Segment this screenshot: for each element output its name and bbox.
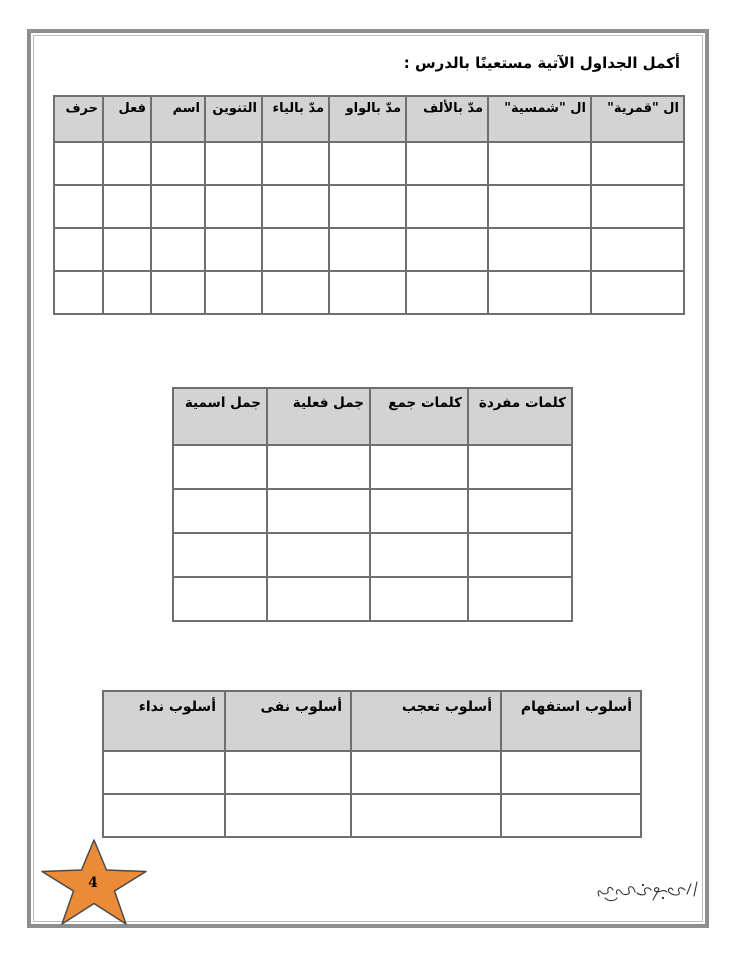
- answer-cell[interactable]: [591, 228, 684, 271]
- answer-cell[interactable]: [267, 533, 370, 577]
- header-harf: حرف: [54, 96, 103, 142]
- answer-cell[interactable]: [591, 185, 684, 228]
- page-number: 4: [88, 875, 98, 891]
- author-signature: [593, 878, 701, 906]
- answer-cell[interactable]: [351, 794, 501, 837]
- answer-cell[interactable]: [151, 271, 205, 314]
- answer-cell[interactable]: [262, 271, 329, 314]
- table-row: [103, 794, 641, 837]
- header-vocative-style: أسلوب نداء: [103, 691, 225, 751]
- answer-cell[interactable]: [370, 445, 468, 489]
- answer-cell[interactable]: [468, 533, 572, 577]
- answer-cell[interactable]: [329, 185, 406, 228]
- answer-cell[interactable]: [488, 185, 591, 228]
- answer-cell[interactable]: [151, 228, 205, 271]
- answer-cell[interactable]: [406, 271, 488, 314]
- answer-cell[interactable]: [488, 271, 591, 314]
- header-singular-words: كلمات مفردة: [468, 388, 572, 445]
- answer-cell[interactable]: [262, 228, 329, 271]
- table-words-sentences: [172, 387, 573, 622]
- answer-cell[interactable]: [267, 489, 370, 533]
- answer-cell[interactable]: [488, 228, 591, 271]
- answer-cell[interactable]: [103, 751, 225, 794]
- header-verbal-sentences: جمل فعلية: [267, 388, 370, 445]
- answer-cell[interactable]: [267, 445, 370, 489]
- answer-cell[interactable]: [262, 185, 329, 228]
- answer-cell[interactable]: [370, 489, 468, 533]
- answer-cell[interactable]: [103, 271, 151, 314]
- answer-cell[interactable]: [151, 185, 205, 228]
- answer-cell[interactable]: [103, 794, 225, 837]
- answer-cell[interactable]: [173, 577, 267, 621]
- table-row: [173, 577, 572, 621]
- answer-cell[interactable]: [329, 228, 406, 271]
- table-header-row: [173, 388, 572, 445]
- answer-cell[interactable]: [173, 489, 267, 533]
- header-tanween: التنوين: [205, 96, 262, 142]
- header-madd-ya: مدّ بالياء: [262, 96, 329, 142]
- answer-cell[interactable]: [468, 489, 572, 533]
- answer-cell[interactable]: [501, 751, 641, 794]
- answer-cell[interactable]: [54, 142, 103, 185]
- answer-cell[interactable]: [488, 142, 591, 185]
- answer-cell[interactable]: [173, 533, 267, 577]
- header-exclamation-style: أسلوب تعجب: [351, 691, 501, 751]
- answer-cell[interactable]: [205, 185, 262, 228]
- answer-cell[interactable]: [103, 228, 151, 271]
- answer-cell[interactable]: [205, 271, 262, 314]
- answer-cell[interactable]: [468, 577, 572, 621]
- table-header-row: [54, 96, 684, 142]
- header-madd-waw: مدّ بالواو: [329, 96, 406, 142]
- header-ism: اسم: [151, 96, 205, 142]
- header-madd-alif: مدّ بالألف: [406, 96, 488, 142]
- answer-cell[interactable]: [103, 185, 151, 228]
- answer-cell[interactable]: [370, 577, 468, 621]
- answer-cell[interactable]: [54, 228, 103, 271]
- table-row: [54, 142, 684, 185]
- answer-cell[interactable]: [329, 142, 406, 185]
- answer-cell[interactable]: [103, 142, 151, 185]
- answer-cell[interactable]: [351, 751, 501, 794]
- answer-cell[interactable]: [262, 142, 329, 185]
- table-row: [173, 489, 572, 533]
- answer-cell[interactable]: [173, 445, 267, 489]
- header-interrogative-style: أسلوب استفهام: [501, 691, 641, 751]
- table-row: [54, 271, 684, 314]
- answer-cell[interactable]: [370, 533, 468, 577]
- table-header-row: [103, 691, 641, 751]
- table-row: [103, 751, 641, 794]
- table-letters-words: [53, 95, 685, 315]
- header-plural-words: كلمات جمع: [370, 388, 468, 445]
- instruction-heading: أكمل الجداول الآتية مستعينًا بالدرس :: [403, 54, 680, 72]
- header-al-qamariya: ال "قمرية": [591, 96, 684, 142]
- answer-cell[interactable]: [468, 445, 572, 489]
- answer-cell[interactable]: [501, 794, 641, 837]
- answer-cell[interactable]: [225, 751, 351, 794]
- answer-cell[interactable]: [205, 228, 262, 271]
- header-al-shamsiya: ال "شمسية": [488, 96, 591, 142]
- answer-cell[interactable]: [205, 142, 262, 185]
- table-row: [54, 228, 684, 271]
- answer-cell[interactable]: [406, 228, 488, 271]
- answer-cell[interactable]: [267, 577, 370, 621]
- answer-cell[interactable]: [591, 142, 684, 185]
- answer-cell[interactable]: [225, 794, 351, 837]
- header-nominal-sentences: جمل اسمية: [173, 388, 267, 445]
- header-fiil: فعل: [103, 96, 151, 142]
- table-styles: [102, 690, 642, 838]
- answer-cell[interactable]: [151, 142, 205, 185]
- answer-cell[interactable]: [54, 185, 103, 228]
- header-negation-style: أسلوب نفى: [225, 691, 351, 751]
- table-row: [173, 445, 572, 489]
- answer-cell[interactable]: [591, 271, 684, 314]
- answer-cell[interactable]: [54, 271, 103, 314]
- answer-cell[interactable]: [406, 185, 488, 228]
- table-row: [173, 533, 572, 577]
- answer-cell[interactable]: [329, 271, 406, 314]
- answer-cell[interactable]: [406, 142, 488, 185]
- table-row: [54, 185, 684, 228]
